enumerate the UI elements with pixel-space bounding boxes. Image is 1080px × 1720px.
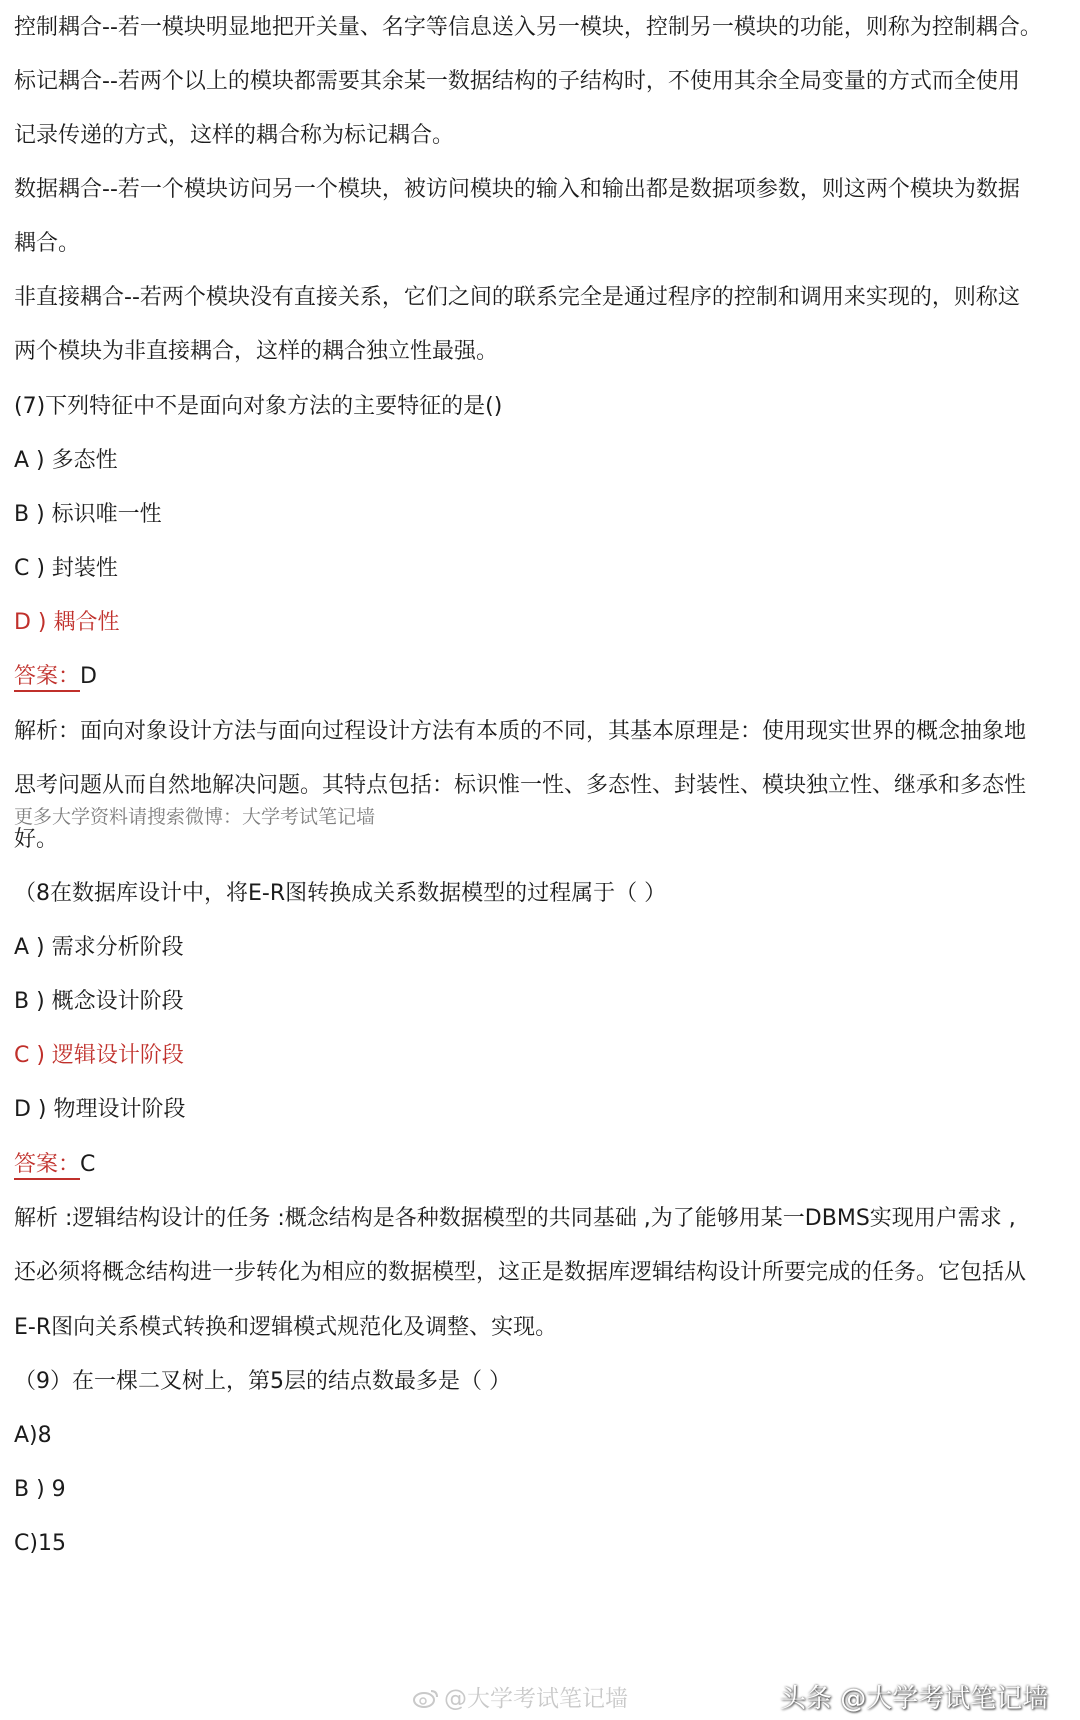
- question-7: (7)下列特征中不是面向对象方法的主要特征的是(): [14, 394, 503, 419]
- question-7-option-b: B ) 标识唯一性: [14, 502, 162, 527]
- weibo-watermark: [412, 1685, 628, 1713]
- paragraph-data-coupling-1: 数据耦合--若一个模块访问另一个模块，被访问模块的输入和输出都是数据项参数，则这两个模块为数据: [14, 177, 1020, 202]
- question-8-option-a: A ) 需求分析阶段: [14, 935, 184, 960]
- question-8: （8在数据库设计中，将E-R图转换成关系数据模型的过程属于（ ）: [14, 881, 667, 906]
- paragraph-stamp-coupling-2: 记录传递的方式，这样的耦合称为标记耦合。: [14, 123, 455, 148]
- overlay-watermark-text: 更多大学资料请搜索微博：大学考试笔记墙: [14, 806, 376, 828]
- question-8-explanation-3: E-R图向关系模式转换和逻辑模式规范化及调整、实现。: [14, 1315, 558, 1340]
- question-7-option-a: A ) 多态性: [14, 448, 118, 473]
- paragraph-stamp-coupling-1: 标记耦合--若两个以上的模块都需要其余某一数据结构的子结构时，不使用其余全局变量的方式而全使用: [14, 69, 1020, 94]
- question-7-option-c: C ) 封装性: [14, 556, 118, 581]
- question-8-option-d: D ) 物理设计阶段: [14, 1097, 186, 1122]
- question-7-explanation-1: 解析：面向对象设计方法与面向过程设计方法有本质的不同，其基本原理是：使用现实世界的概念抽象地: [14, 719, 1027, 744]
- answer-value: C: [80, 1152, 96, 1177]
- question-9-option-a: A)8: [14, 1423, 52, 1448]
- toutiao-watermark: 头条 @大学考试笔记墙: [780, 1684, 1049, 1714]
- question-9: （9）在一棵二叉树上，第5层的结点数最多是（ ）: [14, 1369, 511, 1394]
- answer-label: 答案：: [14, 664, 80, 692]
- question-8-explanation-2: 还必须将概念结构进一步转化为相应的数据模型，这正是数据库逻辑结构设计所要完成的任务。它包括从: [14, 1260, 1027, 1285]
- paragraph-indirect-coupling-2: 两个模块为非直接耦合，这样的耦合独立性最强。: [14, 339, 499, 364]
- question-7-option-d-correct: D ) 耦合性: [14, 610, 120, 635]
- question-8-option-c-correct: C ) 逻辑设计阶段: [14, 1043, 184, 1068]
- question-9-option-b: B ) 9: [14, 1477, 66, 1502]
- paragraph-data-coupling-2: 耦合。: [14, 231, 81, 256]
- question-8-answer: [14, 1151, 95, 1179]
- answer-value: D: [80, 664, 97, 689]
- weibo-handle: @大学考试笔记墙: [444, 1686, 628, 1712]
- question-7-explanation-2: 思考问题从而自然地解决问题。其特点包括：标识惟一性、多态性、封装性、模块独立性、继承和多态性: [14, 773, 1027, 798]
- weibo-logo-icon: [412, 1687, 440, 1707]
- paragraph-control-coupling: 控制耦合--若一模块明显地把开关量、名字等信息送入另一模块，控制另一模块的功能，则称为控制耦合。: [14, 15, 1042, 40]
- question-7-answer: [14, 663, 97, 691]
- question-9-option-c: C)15: [14, 1531, 66, 1556]
- question-8-explanation-1: 解析 :逻辑结构设计的任务 :概念结构是各种数据模型的共同基础 ,为了能够用某一DBMS实现用户需求 ,: [14, 1206, 1016, 1231]
- paragraph-indirect-coupling-1: 非直接耦合--若两个模块没有直接关系，它们之间的联系完全是通过程序的控制和调用来实现的，则称这: [14, 285, 1020, 310]
- question-8-option-b: B ) 概念设计阶段: [14, 989, 184, 1014]
- answer-label: 答案：: [14, 1152, 80, 1180]
- question-7-explanation-3: 好。: [14, 827, 59, 852]
